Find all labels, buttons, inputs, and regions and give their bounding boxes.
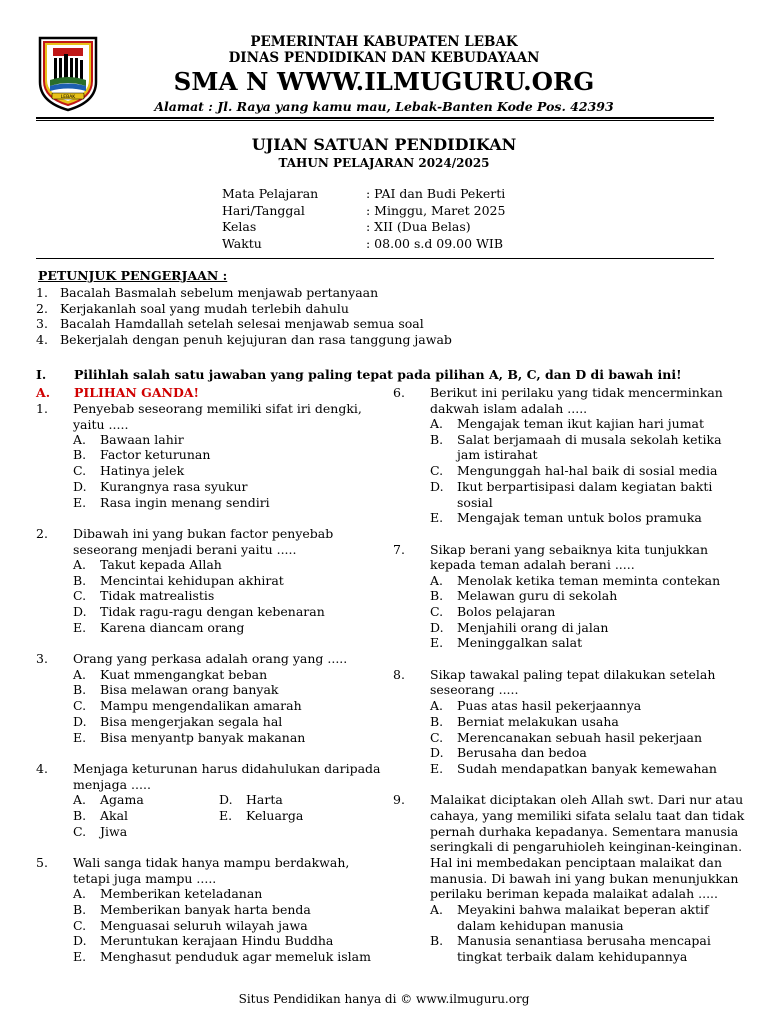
option-letter: E.	[430, 635, 444, 650]
question-number: 7.	[393, 542, 405, 557]
school-address: Alamat : Jl. Raya yang kamu mau, Lebak-Banten Kode Pos. 42393	[154, 99, 614, 114]
option-letter: B.	[430, 714, 444, 729]
question-number: 1.	[36, 401, 48, 416]
option-letter: D.	[430, 479, 444, 494]
option-letter: E.	[73, 949, 87, 964]
option-text: Karena diancam orang	[100, 620, 245, 635]
question-text: tetapi juga mampu .....	[73, 871, 217, 886]
question-text: Wali sanga tidak hanya mampu berdakwah,	[73, 855, 350, 870]
option-letter: C.	[73, 918, 87, 933]
option-text: Melawan guru di sekolah	[457, 588, 618, 603]
info-value: : XII (Dua Belas)	[366, 219, 471, 234]
info-value: : 08.00 s.d 09.00 WIB	[366, 236, 504, 251]
option-text: Mengajak teman untuk bolos pramuka	[457, 510, 702, 525]
option-letter: A.	[73, 667, 87, 682]
question-number: 8.	[393, 667, 405, 682]
question-text: Penyebab seseorang memiliki sifat iri dengki,	[73, 401, 362, 416]
option-text: Memberikan keteladanan	[100, 886, 263, 901]
info-label: Hari/Tanggal	[222, 203, 305, 218]
option-letter: A.	[73, 792, 87, 807]
option-letter: B.	[73, 682, 87, 697]
option-text: Salat berjamaah di musala sekolah ketika	[457, 432, 722, 447]
option-text: Merencanakan sebuah hasil pekerjaan	[457, 730, 703, 745]
option-text: Tidak matrealistis	[100, 588, 215, 603]
question-number: 6.	[393, 385, 405, 400]
option-letter: D.	[430, 745, 444, 760]
option-text: Jiwa	[100, 824, 128, 839]
option-letter: B.	[430, 933, 444, 948]
option-text: Menguasai seluruh wilayah jawa	[100, 918, 308, 933]
option-letter: C.	[430, 730, 444, 745]
question-text: seseorang .....	[430, 682, 519, 697]
exam-title: UJIAN SATUAN PENDIDIKAN	[251, 135, 517, 154]
question-text: yaitu .....	[73, 417, 129, 432]
option-text: Rasa ingin menang sendiri	[100, 495, 270, 510]
option-letter: D.	[219, 792, 233, 807]
question-text: Sikap tawakal paling tepat dilakukan setelah	[430, 667, 716, 682]
question-text: seseorang menjadi berani yaitu .....	[73, 542, 297, 557]
option-text: tingkat terbaik dalam kehidupannya	[457, 949, 688, 964]
subsection-title: PILIHAN GANDA!	[74, 385, 199, 400]
option-text: Bisa menyantp banyak makanan	[100, 730, 306, 745]
dept-name: DINAS PENDIDIKAN DAN KEBUDAYAAN	[228, 50, 540, 66]
option-text: Bisa mengerjakan segala hal	[100, 714, 283, 729]
question-number: 2.	[36, 526, 48, 541]
question-text: pernah durhaka kepadanya. Sementara manusia	[430, 824, 739, 839]
question-text: Orang yang perkasa adalah orang yang .....	[73, 651, 348, 666]
page-footer: Situs Pendidikan hanya di © www.ilmuguru.org	[238, 992, 530, 1006]
question-text: kepada teman adalah berani .....	[430, 557, 635, 572]
question-text: manusia. Di bawah ini yang bukan menunjukkan	[430, 871, 739, 886]
option-text: Factor keturunan	[100, 447, 211, 462]
option-text: Menjahili orang di jalan	[457, 620, 609, 635]
option-letter: B.	[430, 432, 444, 447]
subsection-number: A.	[36, 385, 51, 400]
question-number: 9.	[393, 792, 405, 807]
option-letter: C.	[73, 824, 87, 839]
option-letter: D.	[73, 479, 87, 494]
question-text: seringkali di pengaruhioleh keinginan-keinginan.	[430, 839, 743, 854]
option-text: Harta	[246, 792, 283, 807]
option-text: Berusaha dan bedoa	[457, 745, 587, 760]
option-text: Kuat mmengangkat beban	[100, 667, 268, 682]
instruction-num: 2.	[36, 301, 48, 316]
option-text: Tidak ragu-ragu dengan kebenaran	[100, 604, 325, 619]
option-text: Sudah mendapatkan banyak kemewahan	[457, 761, 717, 776]
gov-name: PEMERINTAH KABUPATEN LEBAK	[250, 34, 518, 50]
option-text: Keluarga	[246, 808, 304, 823]
option-letter: C.	[430, 604, 444, 619]
info-rule	[36, 258, 714, 259]
instruction-text: Kerjakanlah soal yang mudah terlebih dahulu	[60, 301, 349, 316]
school-name: SMA N WWW.ILMUGURU.ORG	[173, 67, 595, 96]
info-value: : Minggu, Maret 2025	[366, 203, 506, 218]
option-text: Bolos pelajaran	[457, 604, 556, 619]
instruction-text: Bacalah Hamdallah setelah selesai menjawab semua soal	[60, 316, 424, 331]
option-text: Meyakini bahwa malaikat beperan aktif	[457, 902, 709, 917]
header-rule-thin	[36, 120, 714, 121]
question-text: Sikap berani yang sebaiknya kita tunjukkan	[430, 542, 709, 557]
instruction-num: 3.	[36, 316, 48, 331]
option-letter: E.	[430, 510, 444, 525]
option-letter: D.	[73, 604, 87, 619]
option-text: sosial	[457, 495, 493, 510]
info-label: Waktu	[222, 236, 262, 251]
option-text: Takut kepada Allah	[100, 557, 222, 572]
option-letter: C.	[73, 588, 87, 603]
option-text: Mengunggah hal-hal baik di sosial media	[457, 463, 718, 478]
question-number: 4.	[36, 761, 48, 776]
option-letter: A.	[73, 432, 87, 447]
option-text: Berniat melakukan usaha	[457, 714, 619, 729]
regency-logo	[36, 34, 100, 112]
option-text: Manusia senantiasa berusaha mencapai	[457, 933, 711, 948]
option-text: Bawaan lahir	[100, 432, 184, 447]
option-letter: E.	[73, 620, 87, 635]
question-text: Malaikat diciptakan oleh Allah swt. Dari nur atau	[430, 792, 744, 807]
instruction-text: Bacalah Basmalah sebelum menjawab pertanyaan	[60, 285, 379, 300]
option-text: Hatinya jelek	[100, 463, 185, 478]
option-letter: D.	[430, 620, 444, 635]
option-text: Ikut berpartisipasi dalam kegiatan bakti	[457, 479, 713, 494]
option-letter: B.	[430, 588, 444, 603]
option-letter: A.	[73, 557, 87, 572]
info-label: Mata Pelajaran	[222, 186, 319, 201]
option-letter: A.	[430, 698, 444, 713]
option-text: Meruntukan kerajaan Hindu Buddha	[100, 933, 334, 948]
exam-year: TAHUN PELAJARAN 2024/2025	[278, 156, 490, 170]
option-letter: A.	[73, 886, 87, 901]
option-letter: A.	[430, 902, 444, 917]
info-label: Kelas	[222, 219, 257, 234]
option-letter: C.	[73, 698, 87, 713]
instruction-text: Bekerjalah dengan penuh kejujuran dan rasa tanggung jawab	[60, 332, 452, 347]
question-text: perilaku beriman kepada malaikat adalah .....	[430, 886, 719, 901]
option-letter: B.	[73, 808, 87, 823]
question-text: Hal ini membedakan penciptaan malaikat dan	[430, 855, 723, 870]
option-text: Menghasut penduduk agar memeluk islam	[100, 949, 371, 964]
instruction-num: 4.	[36, 332, 48, 347]
option-letter: B.	[73, 573, 87, 588]
option-letter: D.	[73, 714, 87, 729]
instruction-num: 1.	[36, 285, 48, 300]
option-letter: E.	[73, 495, 87, 510]
option-text: Bisa melawan orang banyak	[100, 682, 279, 697]
question-text: Dibawah ini yang bukan factor penyebab	[73, 526, 334, 541]
option-text: Mencintai kehidupan akhirat	[100, 573, 284, 588]
question-text: menjaga .....	[73, 777, 151, 792]
option-letter: B.	[73, 902, 87, 917]
info-value: : PAI dan Budi Pekerti	[366, 186, 506, 201]
option-text: Kurangnya rasa syukur	[100, 479, 248, 494]
question-text: cahaya, yang memiliki sifata selalu taat dan tidak	[430, 808, 745, 823]
option-text: dalam kehidupan manusia	[457, 918, 624, 933]
option-letter: C.	[430, 463, 444, 478]
option-text: Menolak ketika teman meminta contekan	[457, 573, 721, 588]
header-rule	[36, 117, 714, 119]
section-instruction: Pilihlah salah satu jawaban yang paling tepat pada pilihan A, B, C, dan D di bawah ini!	[74, 367, 682, 382]
option-letter: A.	[430, 573, 444, 588]
option-text: Agama	[100, 792, 144, 807]
instructions-heading: PETUNJUK PENGERJAAN :	[38, 268, 228, 283]
option-letter: D.	[73, 933, 87, 948]
option-text: Meninggalkan salat	[457, 635, 583, 650]
question-text: Berikut ini perilaku yang tidak mencerminkan	[430, 385, 723, 400]
section-number: I.	[36, 367, 47, 382]
option-text: Puas atas hasil pekerjaannya	[457, 698, 642, 713]
option-text: Mampu mengendalikan amarah	[100, 698, 302, 713]
option-letter: B.	[73, 447, 87, 462]
option-letter: E.	[219, 808, 233, 823]
question-number: 3.	[36, 651, 48, 666]
option-text: jam istirahat	[457, 447, 538, 462]
logo-text: LEBAK	[60, 95, 76, 100]
option-letter: E.	[430, 761, 444, 776]
option-letter: C.	[73, 463, 87, 478]
question-number: 5.	[36, 855, 48, 870]
option-text: Memberikan banyak harta benda	[100, 902, 311, 917]
option-letter: E.	[73, 730, 87, 745]
question-text: dakwah islam adalah .....	[430, 401, 588, 416]
option-text: Mengajak teman ikut kajian hari jumat	[457, 416, 705, 431]
option-text: Akal	[100, 808, 129, 823]
option-letter: A.	[430, 416, 444, 431]
question-text: Menjaga keturunan harus didahulukan daripada	[73, 761, 381, 776]
